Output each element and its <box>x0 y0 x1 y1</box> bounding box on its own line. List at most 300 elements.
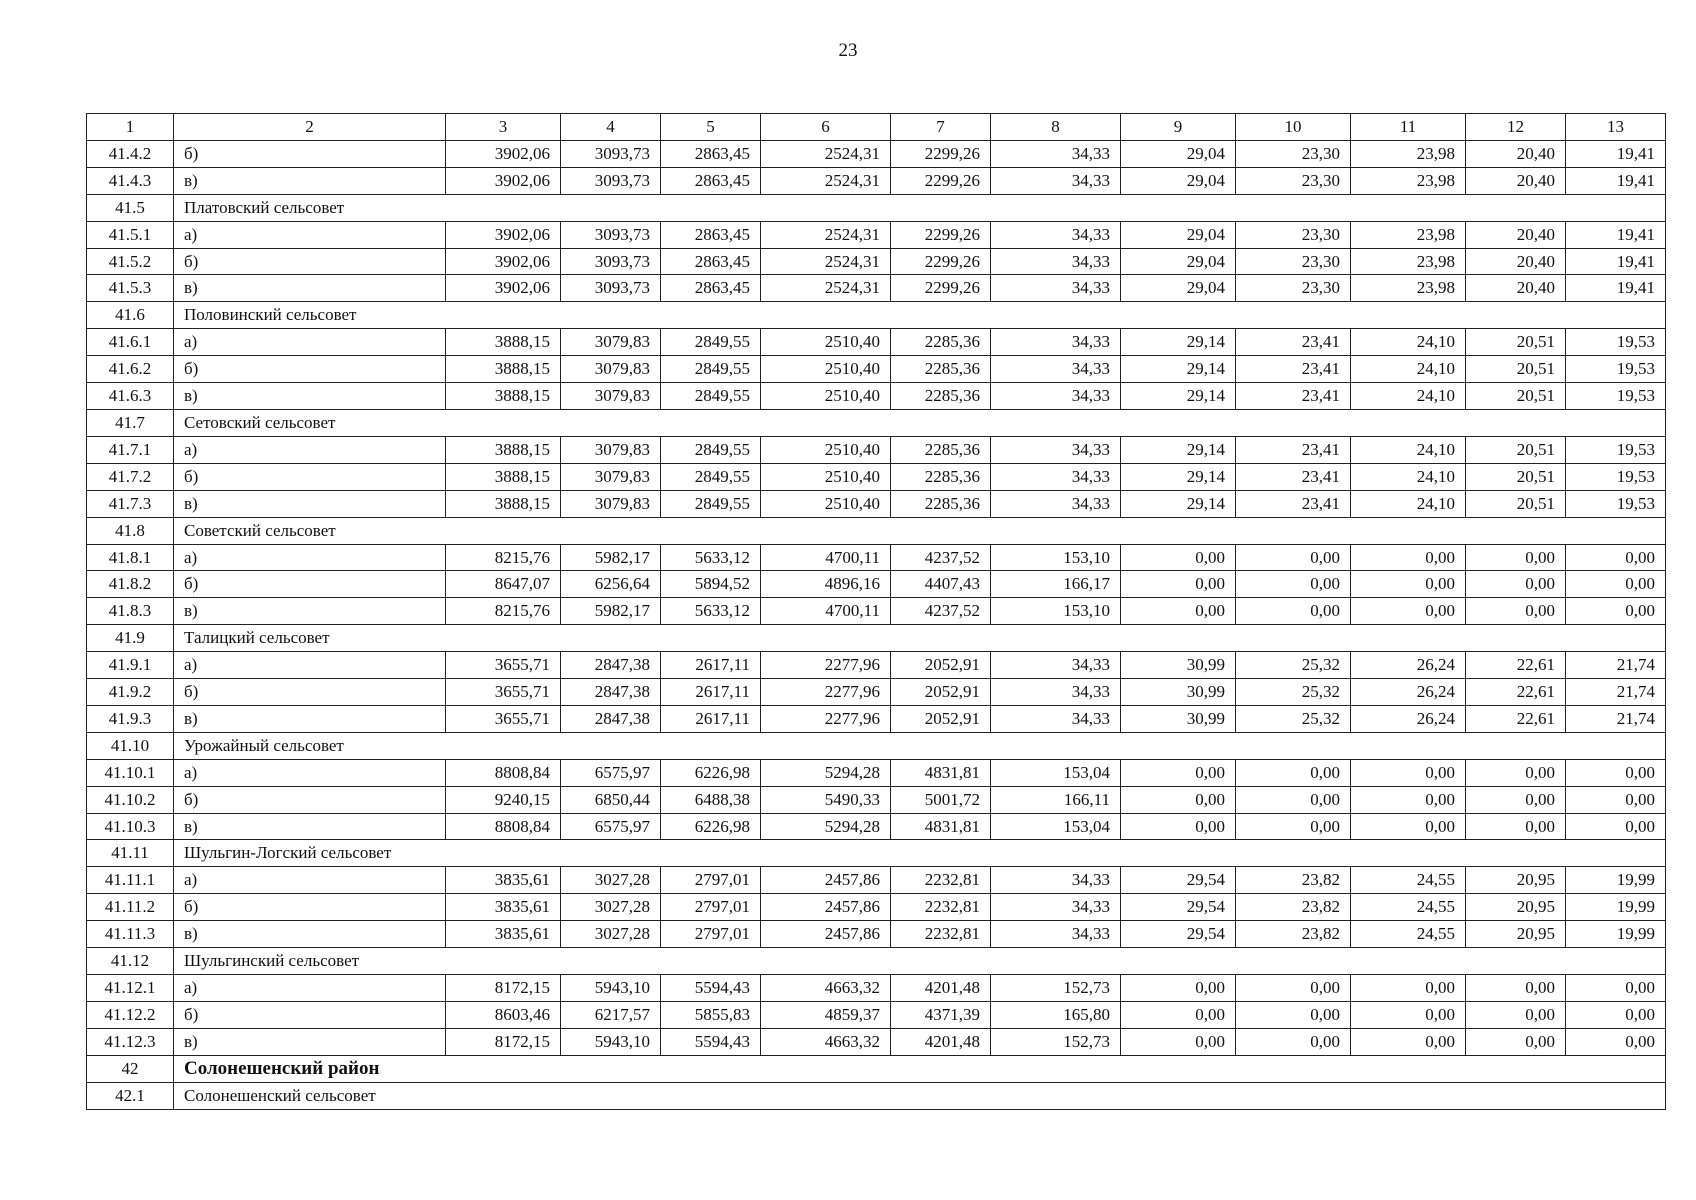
value-cell: 0,00 <box>1236 1028 1351 1055</box>
value-cell: 29,14 <box>1121 490 1236 517</box>
row-code: 41.5 <box>87 194 174 221</box>
value-cell: 34,33 <box>991 921 1121 948</box>
section-heading-row <box>87 732 1666 759</box>
row-subitem: а) <box>174 975 446 1002</box>
value-cell: 0,00 <box>1351 759 1466 786</box>
value-cell: 0,00 <box>1466 1028 1566 1055</box>
column-number: 10 <box>1236 114 1351 141</box>
value-cell: 19,53 <box>1566 436 1666 463</box>
value-cell: 2277,96 <box>761 652 891 679</box>
value-cell: 152,73 <box>991 1028 1121 1055</box>
value-cell: 29,04 <box>1121 275 1236 302</box>
row-code: 41.12.3 <box>87 1028 174 1055</box>
value-cell: 0,00 <box>1566 571 1666 598</box>
value-cell: 0,00 <box>1466 544 1566 571</box>
value-cell: 6226,98 <box>661 813 761 840</box>
value-cell: 3655,71 <box>446 652 561 679</box>
value-cell: 0,00 <box>1466 759 1566 786</box>
row-code: 41.9 <box>87 625 174 652</box>
value-cell: 0,00 <box>1121 813 1236 840</box>
value-cell: 153,10 <box>991 598 1121 625</box>
column-number: 3 <box>446 114 561 141</box>
value-cell: 0,00 <box>1351 571 1466 598</box>
value-cell: 34,33 <box>991 490 1121 517</box>
value-cell: 2052,91 <box>891 705 991 732</box>
table-row <box>87 221 1666 248</box>
value-cell: 23,30 <box>1236 275 1351 302</box>
value-cell: 19,41 <box>1566 167 1666 194</box>
table-row <box>87 140 1666 167</box>
value-cell: 153,04 <box>991 813 1121 840</box>
column-number: 4 <box>561 114 661 141</box>
row-subitem: в) <box>174 383 446 410</box>
district-heading-row <box>87 1055 1666 1082</box>
row-subitem: а) <box>174 329 446 356</box>
value-cell: 153,04 <box>991 759 1121 786</box>
value-cell: 0,00 <box>1121 759 1236 786</box>
value-cell: 5001,72 <box>891 786 991 813</box>
table-row <box>87 652 1666 679</box>
table-row <box>87 705 1666 732</box>
section-heading-row <box>87 194 1666 221</box>
section-name: Талицкий сельсовет <box>174 625 1666 652</box>
value-cell: 29,14 <box>1121 329 1236 356</box>
section-heading-row <box>87 840 1666 867</box>
value-cell: 25,32 <box>1236 679 1351 706</box>
value-cell: 165,80 <box>991 1001 1121 1028</box>
column-number: 6 <box>761 114 891 141</box>
value-cell: 8808,84 <box>446 759 561 786</box>
value-cell: 2299,26 <box>891 140 991 167</box>
value-cell: 0,00 <box>1566 1028 1666 1055</box>
value-cell: 34,33 <box>991 167 1121 194</box>
value-cell: 0,00 <box>1236 544 1351 571</box>
value-cell: 26,24 <box>1351 705 1466 732</box>
value-cell: 34,33 <box>991 463 1121 490</box>
value-cell: 2299,26 <box>891 275 991 302</box>
row-code: 41.12 <box>87 948 174 975</box>
value-cell: 2285,36 <box>891 490 991 517</box>
value-cell: 4371,39 <box>891 1001 991 1028</box>
value-cell: 0,00 <box>1466 1001 1566 1028</box>
row-code: 41.9.3 <box>87 705 174 732</box>
row-code: 41.11.3 <box>87 921 174 948</box>
value-cell: 2524,31 <box>761 167 891 194</box>
value-cell: 2863,45 <box>661 140 761 167</box>
value-cell: 3027,28 <box>561 894 661 921</box>
row-subitem: б) <box>174 248 446 275</box>
row-code: 41.9.1 <box>87 652 174 679</box>
value-cell: 4859,37 <box>761 1001 891 1028</box>
table-row <box>87 490 1666 517</box>
value-cell: 0,00 <box>1466 571 1566 598</box>
value-cell: 2863,45 <box>661 167 761 194</box>
value-cell: 24,10 <box>1351 329 1466 356</box>
table-row <box>87 544 1666 571</box>
row-subitem: в) <box>174 598 446 625</box>
value-cell: 2847,38 <box>561 652 661 679</box>
value-cell: 24,10 <box>1351 383 1466 410</box>
row-code: 41.7 <box>87 409 174 436</box>
row-code: 41.9.2 <box>87 679 174 706</box>
value-cell: 25,32 <box>1236 652 1351 679</box>
value-cell: 0,00 <box>1566 1001 1666 1028</box>
value-cell: 34,33 <box>991 275 1121 302</box>
table-row <box>87 167 1666 194</box>
value-cell: 34,33 <box>991 248 1121 275</box>
value-cell: 2524,31 <box>761 275 891 302</box>
value-cell: 0,00 <box>1566 813 1666 840</box>
value-cell: 4700,11 <box>761 598 891 625</box>
value-cell: 0,00 <box>1236 975 1351 1002</box>
value-cell: 19,41 <box>1566 248 1666 275</box>
value-cell: 2299,26 <box>891 167 991 194</box>
value-cell: 2277,96 <box>761 705 891 732</box>
value-cell: 2849,55 <box>661 463 761 490</box>
value-cell: 19,53 <box>1566 356 1666 383</box>
value-cell: 5982,17 <box>561 544 661 571</box>
value-cell: 3655,71 <box>446 679 561 706</box>
value-cell: 22,61 <box>1466 705 1566 732</box>
value-cell: 2285,36 <box>891 436 991 463</box>
section-name: Солонешенский сельсовет <box>174 1082 1666 1109</box>
value-cell: 0,00 <box>1121 786 1236 813</box>
value-cell: 23,30 <box>1236 221 1351 248</box>
value-cell: 3902,06 <box>446 275 561 302</box>
table-row <box>87 759 1666 786</box>
row-code: 41.4.3 <box>87 167 174 194</box>
value-cell: 29,04 <box>1121 167 1236 194</box>
value-cell: 6226,98 <box>661 759 761 786</box>
value-cell: 2863,45 <box>661 221 761 248</box>
value-cell: 0,00 <box>1236 598 1351 625</box>
value-cell: 8215,76 <box>446 544 561 571</box>
value-cell: 21,74 <box>1566 679 1666 706</box>
value-cell: 3079,83 <box>561 383 661 410</box>
table-row <box>87 1028 1666 1055</box>
value-cell: 4237,52 <box>891 544 991 571</box>
row-code: 41.12.1 <box>87 975 174 1002</box>
value-cell: 8647,07 <box>446 571 561 598</box>
value-cell: 0,00 <box>1466 975 1566 1002</box>
row-code: 42 <box>87 1055 174 1082</box>
value-cell: 0,00 <box>1566 975 1666 1002</box>
value-cell: 2617,11 <box>661 652 761 679</box>
value-cell: 0,00 <box>1236 759 1351 786</box>
value-cell: 19,99 <box>1566 894 1666 921</box>
section-name: Шульгин-Логский сельсовет <box>174 840 1666 867</box>
value-cell: 29,14 <box>1121 383 1236 410</box>
value-cell: 3888,15 <box>446 490 561 517</box>
value-cell: 0,00 <box>1566 759 1666 786</box>
section-heading-row <box>87 517 1666 544</box>
value-cell: 3079,83 <box>561 329 661 356</box>
value-cell: 19,53 <box>1566 490 1666 517</box>
section-heading-row <box>87 1082 1666 1109</box>
value-cell: 3888,15 <box>446 463 561 490</box>
value-cell: 2510,40 <box>761 463 891 490</box>
value-cell: 5943,10 <box>561 975 661 1002</box>
value-cell: 19,53 <box>1566 383 1666 410</box>
row-subitem: б) <box>174 571 446 598</box>
value-cell: 3888,15 <box>446 436 561 463</box>
value-cell: 2277,96 <box>761 679 891 706</box>
value-cell: 8215,76 <box>446 598 561 625</box>
value-cell: 0,00 <box>1121 598 1236 625</box>
table-row <box>87 786 1666 813</box>
value-cell: 3902,06 <box>446 140 561 167</box>
value-cell: 0,00 <box>1466 598 1566 625</box>
value-cell: 22,61 <box>1466 679 1566 706</box>
value-cell: 5633,12 <box>661 598 761 625</box>
value-cell: 29,04 <box>1121 140 1236 167</box>
value-cell: 25,32 <box>1236 705 1351 732</box>
value-cell: 34,33 <box>991 705 1121 732</box>
value-cell: 6575,97 <box>561 813 661 840</box>
column-number: 12 <box>1466 114 1566 141</box>
value-cell: 23,98 <box>1351 275 1466 302</box>
value-cell: 2617,11 <box>661 705 761 732</box>
value-cell: 2863,45 <box>661 275 761 302</box>
row-subitem: б) <box>174 679 446 706</box>
row-code: 41.11.1 <box>87 867 174 894</box>
value-cell: 5943,10 <box>561 1028 661 1055</box>
value-cell: 29,04 <box>1121 221 1236 248</box>
column-number: 7 <box>891 114 991 141</box>
value-cell: 5594,43 <box>661 1028 761 1055</box>
value-cell: 19,41 <box>1566 221 1666 248</box>
value-cell: 2849,55 <box>661 383 761 410</box>
value-cell: 23,30 <box>1236 248 1351 275</box>
row-subitem: в) <box>174 1028 446 1055</box>
row-subitem: а) <box>174 867 446 894</box>
value-cell: 0,00 <box>1351 1001 1466 1028</box>
value-cell: 19,53 <box>1566 463 1666 490</box>
row-code: 41.5.2 <box>87 248 174 275</box>
value-cell: 2285,36 <box>891 383 991 410</box>
value-cell: 3093,73 <box>561 248 661 275</box>
value-cell: 21,74 <box>1566 705 1666 732</box>
value-cell: 20,40 <box>1466 167 1566 194</box>
value-cell: 2285,36 <box>891 356 991 383</box>
column-number: 9 <box>1121 114 1236 141</box>
column-number: 8 <box>991 114 1121 141</box>
row-code: 42.1 <box>87 1082 174 1109</box>
value-cell: 0,00 <box>1121 544 1236 571</box>
value-cell: 2232,81 <box>891 867 991 894</box>
value-cell: 2510,40 <box>761 329 891 356</box>
row-code: 41.10.3 <box>87 813 174 840</box>
row-subitem: в) <box>174 705 446 732</box>
value-cell: 8603,46 <box>446 1001 561 1028</box>
section-heading-row <box>87 625 1666 652</box>
column-number: 2 <box>174 114 446 141</box>
value-cell: 0,00 <box>1351 975 1466 1002</box>
row-code: 41.10 <box>87 732 174 759</box>
value-cell: 0,00 <box>1466 813 1566 840</box>
value-cell: 5294,28 <box>761 759 891 786</box>
table-row <box>87 463 1666 490</box>
column-number: 11 <box>1351 114 1466 141</box>
value-cell: 2510,40 <box>761 356 891 383</box>
table-row <box>87 679 1666 706</box>
value-cell: 29,14 <box>1121 463 1236 490</box>
value-cell: 2285,36 <box>891 463 991 490</box>
value-cell: 23,98 <box>1351 248 1466 275</box>
value-cell: 19,99 <box>1566 921 1666 948</box>
value-cell: 34,33 <box>991 221 1121 248</box>
page-number: 23 <box>838 40 858 61</box>
value-cell: 2524,31 <box>761 140 891 167</box>
value-cell: 3093,73 <box>561 167 661 194</box>
value-cell: 26,24 <box>1351 679 1466 706</box>
value-cell: 3093,73 <box>561 275 661 302</box>
section-name: Урожайный сельсовет <box>174 732 1666 759</box>
value-cell: 3835,61 <box>446 894 561 921</box>
row-code: 41.7.2 <box>87 463 174 490</box>
value-cell: 2299,26 <box>891 221 991 248</box>
value-cell: 3902,06 <box>446 167 561 194</box>
row-subitem: а) <box>174 759 446 786</box>
value-cell: 23,98 <box>1351 140 1466 167</box>
value-cell: 34,33 <box>991 867 1121 894</box>
row-code: 41.5.1 <box>87 221 174 248</box>
value-cell: 0,00 <box>1351 786 1466 813</box>
value-cell: 23,41 <box>1236 356 1351 383</box>
value-cell: 23,30 <box>1236 140 1351 167</box>
value-cell: 0,00 <box>1351 813 1466 840</box>
value-cell: 23,41 <box>1236 436 1351 463</box>
row-subitem: а) <box>174 436 446 463</box>
value-cell: 8172,15 <box>446 1028 561 1055</box>
value-cell: 4407,43 <box>891 571 991 598</box>
value-cell: 6850,44 <box>561 786 661 813</box>
value-cell: 2052,91 <box>891 652 991 679</box>
value-cell: 0,00 <box>1351 544 1466 571</box>
section-name: Половинский сельсовет <box>174 302 1666 329</box>
value-cell: 34,33 <box>991 679 1121 706</box>
value-cell: 4237,52 <box>891 598 991 625</box>
value-cell: 23,41 <box>1236 329 1351 356</box>
value-cell: 2285,36 <box>891 329 991 356</box>
value-cell: 3093,73 <box>561 221 661 248</box>
value-cell: 3079,83 <box>561 436 661 463</box>
value-cell: 24,10 <box>1351 490 1466 517</box>
row-code: 41.8 <box>87 517 174 544</box>
table-row <box>87 571 1666 598</box>
section-name: Платовский сельсовет <box>174 194 1666 221</box>
value-cell: 29,14 <box>1121 356 1236 383</box>
value-cell: 19,99 <box>1566 867 1666 894</box>
row-subitem: а) <box>174 221 446 248</box>
value-cell: 3888,15 <box>446 329 561 356</box>
value-cell: 4700,11 <box>761 544 891 571</box>
value-cell: 34,33 <box>991 894 1121 921</box>
section-name: Советский сельсовет <box>174 517 1666 544</box>
section-name: Шульгинский сельсовет <box>174 948 1666 975</box>
value-cell: 0,00 <box>1236 571 1351 598</box>
value-cell: 152,73 <box>991 975 1121 1002</box>
value-cell: 0,00 <box>1566 544 1666 571</box>
value-cell: 2847,38 <box>561 679 661 706</box>
value-cell: 34,33 <box>991 140 1121 167</box>
value-cell: 8808,84 <box>446 813 561 840</box>
value-cell: 23,30 <box>1236 167 1351 194</box>
row-code: 41.8.2 <box>87 571 174 598</box>
value-cell: 5633,12 <box>661 544 761 571</box>
value-cell: 34,33 <box>991 383 1121 410</box>
section-heading-row <box>87 302 1666 329</box>
value-cell: 24,55 <box>1351 867 1466 894</box>
row-code: 41.6.3 <box>87 383 174 410</box>
value-cell: 20,51 <box>1466 383 1566 410</box>
value-cell: 2849,55 <box>661 329 761 356</box>
tariff-table <box>86 113 1666 1110</box>
row-code: 41.11.2 <box>87 894 174 921</box>
value-cell: 3093,73 <box>561 140 661 167</box>
value-cell: 20,95 <box>1466 894 1566 921</box>
row-code: 41.8.3 <box>87 598 174 625</box>
row-code: 41.7.1 <box>87 436 174 463</box>
row-code: 41.7.3 <box>87 490 174 517</box>
value-cell: 19,41 <box>1566 140 1666 167</box>
value-cell: 20,95 <box>1466 867 1566 894</box>
value-cell: 29,54 <box>1121 921 1236 948</box>
value-cell: 3027,28 <box>561 921 661 948</box>
value-cell: 2617,11 <box>661 679 761 706</box>
value-cell: 29,14 <box>1121 436 1236 463</box>
row-code: 41.6.2 <box>87 356 174 383</box>
value-cell: 4663,32 <box>761 975 891 1002</box>
value-cell: 34,33 <box>991 652 1121 679</box>
value-cell: 9240,15 <box>446 786 561 813</box>
value-cell: 5490,33 <box>761 786 891 813</box>
value-cell: 4201,48 <box>891 975 991 1002</box>
table-row <box>87 813 1666 840</box>
row-subitem: б) <box>174 894 446 921</box>
value-cell: 6575,97 <box>561 759 661 786</box>
table-row <box>87 248 1666 275</box>
value-cell: 19,41 <box>1566 275 1666 302</box>
value-cell: 2524,31 <box>761 248 891 275</box>
value-cell: 3079,83 <box>561 490 661 517</box>
value-cell: 2457,86 <box>761 921 891 948</box>
value-cell: 29,04 <box>1121 248 1236 275</box>
column-number-header <box>87 114 1666 141</box>
value-cell: 4896,16 <box>761 571 891 598</box>
value-cell: 5855,83 <box>661 1001 761 1028</box>
value-cell: 2797,01 <box>661 921 761 948</box>
value-cell: 19,53 <box>1566 329 1666 356</box>
value-cell: 2052,91 <box>891 679 991 706</box>
value-cell: 2524,31 <box>761 221 891 248</box>
value-cell: 3902,06 <box>446 248 561 275</box>
value-cell: 23,98 <box>1351 167 1466 194</box>
value-cell: 20,40 <box>1466 248 1566 275</box>
table-row <box>87 383 1666 410</box>
value-cell: 4831,81 <box>891 813 991 840</box>
value-cell: 21,74 <box>1566 652 1666 679</box>
row-code: 41.10.2 <box>87 786 174 813</box>
value-cell: 0,00 <box>1121 1028 1236 1055</box>
row-code: 41.6 <box>87 302 174 329</box>
value-cell: 2232,81 <box>891 894 991 921</box>
value-cell: 20,51 <box>1466 490 1566 517</box>
value-cell: 3902,06 <box>446 221 561 248</box>
value-cell: 2849,55 <box>661 490 761 517</box>
value-cell: 153,10 <box>991 544 1121 571</box>
value-cell: 20,40 <box>1466 140 1566 167</box>
